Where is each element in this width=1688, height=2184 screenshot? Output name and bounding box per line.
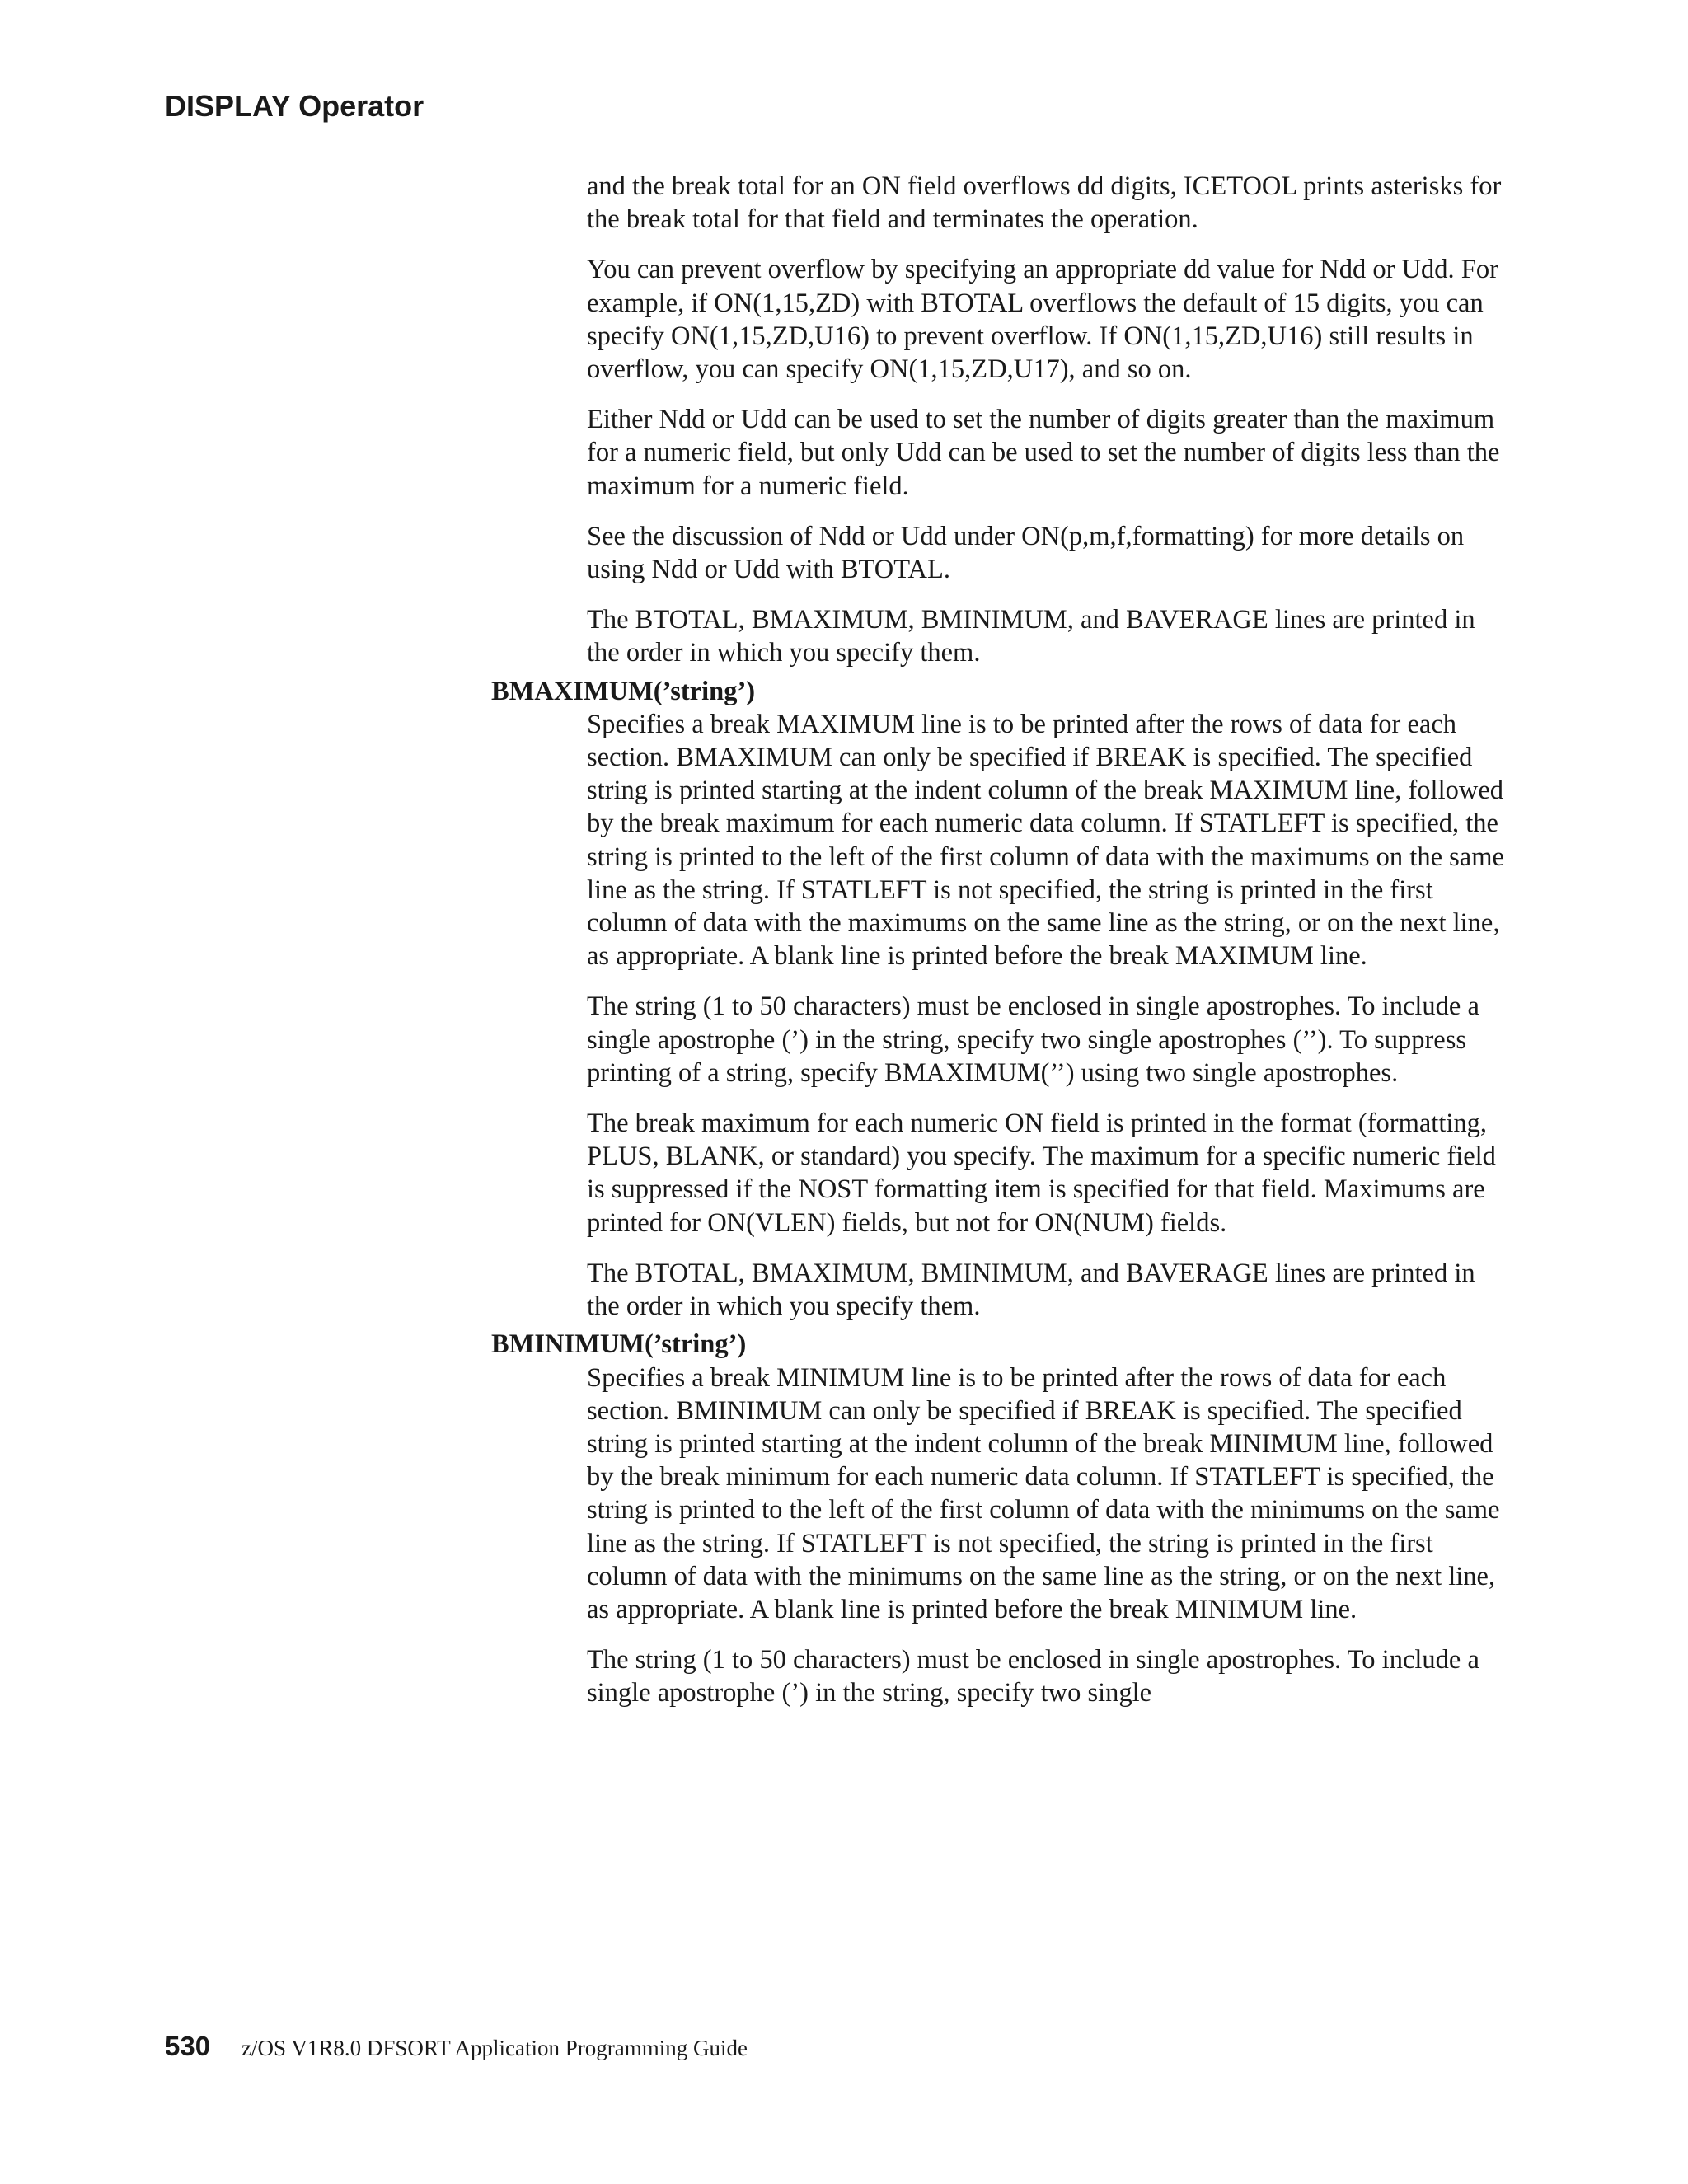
definition-term: BMINIMUM(’string’)	[491, 1329, 747, 1360]
running-head: DISPLAY Operator	[165, 89, 424, 123]
intro-paragraph: The BTOTAL, BMAXIMUM, BMINIMUM, and BAVERAGE lines are printed in the order in which you specify them.	[587, 605, 1475, 668]
intro-paragraph: Either Ndd or Udd can be used to set the number of digits greater than the maximum for a numeric field, but only Udd can be used to set the number of digits less than the maximum for a numeric field.	[587, 405, 1500, 501]
page-number: 530	[165, 2031, 211, 2061]
intro-paragraph: See the discussion of Ndd or Udd under ON(p,m,f,formatting) for more details on using Ndd or Udd with BTOTAL.	[587, 521, 1465, 585]
intro-paragraph: and the break total for an ON field overflows dd digits, ICETOOL prints asterisks for the break total for that field and terminates the operation.	[587, 171, 1502, 235]
definition-paragraph: Specifies a break MAXIMUM line is to be printed after the rows of data for each section. BMAXIMUM can only be specified if BREAK is specified. The specified string is printed starting at the indent column of the break MAXIMUM line, followed by the break maximum for each numeric data column. If STATLEFT is specified, the string is printed to the left of the first column of data with the maximums on the same line as the string. If STATLEFT is not specified, the string is printed in the first column of data with the maximums on the same line as the string, or on the next line, as appropriate. A blank line is printed before the break MAXIMUM line.	[587, 709, 1504, 972]
definition-paragraph: The BTOTAL, BMAXIMUM, BMINIMUM, and BAVERAGE lines are printed in the order in which you specify them.	[587, 1258, 1475, 1322]
definition-body	[491, 708, 1505, 1323]
definition-paragraph: The string (1 to 50 characters) must be enclosed in single apostrophes. To include a single apostrophe (’) in the string, specify two single	[587, 1645, 1479, 1708]
definition-term: BMAXIMUM(’string’)	[491, 676, 756, 706]
definition-entry-bminimum	[491, 1328, 1505, 1709]
intro-paragraph: You can prevent overflow by specifying an appropriate dd value for Ndd or Udd. For example, if ON(1,15,ZD) with BTOTAL overflows the default of 15 digits, you can specify ON(1,15,ZD,U16) to prevent overflow. If ON(1,15,ZD,U16) still results in overflow, you can specify ON(1,15,ZD,U17), and so on.	[587, 255, 1498, 385]
definition-body	[491, 1361, 1505, 1710]
definition-paragraph: Specifies a break MINIMUM line is to be printed after the rows of data for each section. BMINIMUM can only be specified if BREAK is specified. The specified string is printed starting at the indent column of the break MINIMUM line, followed by the break minimum for each numeric data column. If STATLEFT is specified, the string is printed to the left of the first column of data with the minimums on the same line as the string. If STATLEFT is not specified, the string is printed in the first column of data with the minimums on the same line as the string, or on the next line, as appropriate. A blank line is printed before the break MINIMUM line.	[587, 1362, 1500, 1624]
definition-paragraph: The break maximum for each numeric ON field is printed in the format (formatting, PLUS, BLANK, or standard) you specify. The maximum for a specific numeric field is suppressed if the NOST formatting item is specified for that field. Maximums are printed for ON(VLEN) fields, but not for ON(NUM) fields.	[587, 1108, 1496, 1238]
page-footer	[165, 2031, 748, 2062]
page-body	[491, 170, 1505, 1727]
book-title: z/OS V1R8.0 DFSORT Application Programming Guide	[241, 2036, 748, 2060]
definition-entry-bmaximum	[491, 675, 1505, 1324]
definition-paragraph: The string (1 to 50 characters) must be enclosed in single apostrophes. To include a single apostrophe (’) in the string, specify two single apostrophes (’’). To suppress printing of a string, specify BMAXIMUM(’’) using two single apostrophes.	[587, 991, 1479, 1088]
